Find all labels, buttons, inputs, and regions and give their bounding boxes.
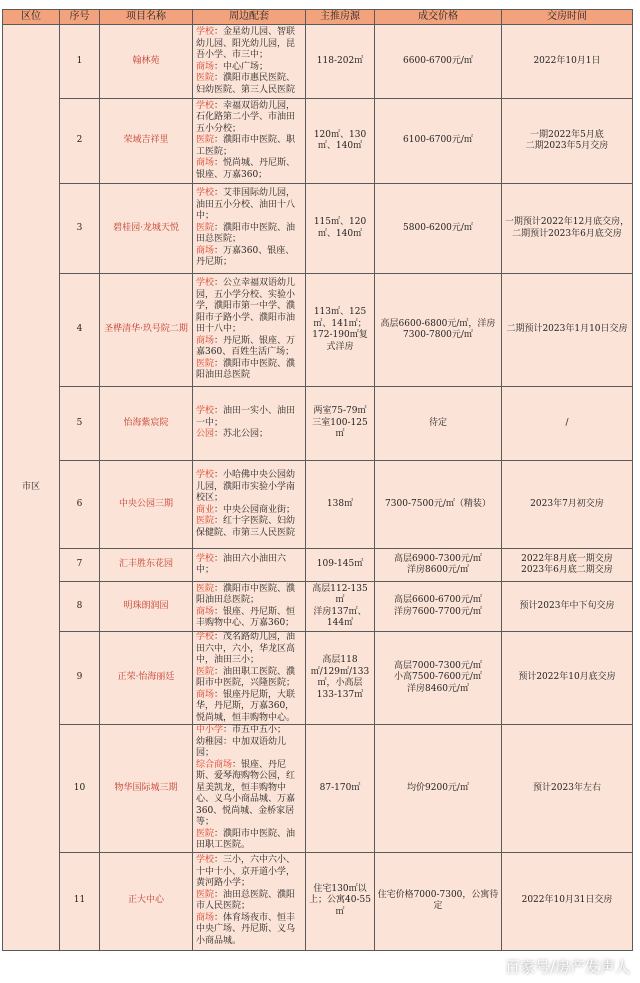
delivery-time: 一期预计2022年12月底交房，二期预计2023年6月底交房 (502, 184, 633, 274)
row-number: 11 (60, 852, 100, 950)
header-unit-size: 主推房源 (306, 10, 375, 25)
delivery-time: 二期预计2023年1月10日交房 (502, 274, 633, 387)
project-name: 荣域吉祥里 (100, 99, 193, 184)
amenity-list: 小哈佛中央公园幼儿园，濮阳市实验小学南校区； (196, 470, 296, 503)
header-delivery: 交房时间 (502, 10, 633, 25)
amenity-category: 医院 (196, 889, 215, 900)
amenity-category: 医院 (196, 516, 215, 526)
price: 7300-7500元/㎡（精装） (375, 461, 502, 549)
amenity-category: 商场 (196, 689, 215, 700)
amenity-list: 银座丹尼斯，大联华，丹尼斯，万嘉360，悦尚城，恒丰购物中心。 (196, 689, 296, 723)
table-row (3, 725, 633, 853)
amenity-list: 市五中五小； (232, 725, 287, 735)
amenities-cell: 学校：小哈佛中央公园幼儿园，濮阳市实验小学南校区； 商业：中央公园商业街； 医院：红十字医院、妇幼保健院、市第三人民医院 (193, 461, 306, 549)
table-row (3, 184, 633, 274)
amenity-category: 公园 (196, 429, 215, 440)
amenity-list: 油田职工医院、濮阳市中医院，兴隆医院； (196, 666, 296, 688)
project-name: 碧桂园·龙城天悦 (100, 184, 193, 274)
amenity-list: 幸福双语幼儿园，石化路第二小学、市油田五小分校； (196, 100, 296, 134)
header-project-name: 项目名称 (100, 10, 193, 25)
unit-size: 高层118㎡/129㎡/133㎡，小高层133-137㎡ (306, 632, 375, 725)
header-number: 序号 (60, 10, 100, 25)
amenity-list: 万嘉360、银座、丹尼斯； (196, 245, 295, 268)
amenity-category: 医院 (196, 135, 215, 146)
row-number: 9 (60, 632, 100, 725)
unit-size: 138㎡ (306, 461, 375, 549)
row-number: 4 (60, 274, 100, 387)
amenities-cell: 学校：茂名路幼儿园，油田六中，六小，华龙区高中，油田三小； 医院：油田职工医院、濮阳市中医院，兴隆医院； 商场：银座丹尼斯，大联华，丹尼斯，万嘉360，悦尚城，恒丰购物中心。 (193, 632, 306, 725)
amenity-category: 学校 (196, 855, 215, 865)
amenities-cell: 医院：濮阳市中医院、濮阳油田总医院； 商场：银座、丹尼斯、恒丰购物中心、万嘉360； (193, 582, 306, 632)
amenity-category: 商场 (196, 912, 215, 923)
header-price: 成交价格 (375, 10, 502, 25)
amenity-category: 学校 (196, 100, 215, 111)
district-cell: 市区 (3, 25, 60, 951)
delivery-time: 预计2022年10月底交房 (502, 632, 633, 725)
price: 5800-6200元/㎡ (375, 184, 502, 274)
amenities-cell: 中小学：市五中五小； 幼稚园：中加双语幼儿园； 综合商场：银座、丹尼斯、爱琴海购物公园，红星美凯龙，恒丰购物中心、义乌小商品城、万嘉360、悦尚城、金桥家居等； 医院：濮阳市中医院、油田职工医院。 (193, 725, 306, 853)
amenity-list: 幼稚园：中加双语幼儿园； (196, 736, 287, 758)
amenity-category: 学校 (196, 553, 215, 564)
amenity-category: 学校 (196, 27, 215, 37)
table-row (3, 582, 633, 632)
row-number: 1 (60, 25, 100, 99)
amenity-category: 学校 (196, 470, 215, 480)
delivery-time: 2022年10月31日交房 (502, 852, 633, 950)
project-name: 翰林苑 (100, 25, 193, 99)
delivery-time: / (502, 387, 633, 461)
table-header-row (3, 10, 633, 25)
amenity-list: 油田六小油田六中； (196, 553, 287, 575)
project-name: 正大中心 (100, 852, 193, 950)
amenity-list: 艾菲国际幼儿园，油田五小分校、油田十八中； (196, 188, 296, 222)
amenities-cell: 学校：幸福双语幼儿园，石化路第二小学、市油田五小分校； 医院：濮阳市中医院、职工医院； 商场：悦尚城、丹尼斯、银座、万嘉360； (193, 99, 306, 184)
amenity-list: 悦尚城、丹尼斯、银座、万嘉360； (196, 158, 296, 180)
table-row (3, 632, 633, 725)
amenity-list: 苏北公园； (223, 429, 269, 440)
unit-size: 113㎡、125㎡、141㎡；172-190㎡复式洋房 (306, 274, 375, 387)
row-number: 7 (60, 549, 100, 582)
row-number: 3 (60, 184, 100, 274)
amenities-cell: 学校：三小，六中六小、十中十小、京开道小学，黄河路小学； 医院：油田总医院、濮阳市人民医院； 商场：体育场夜市、恒丰中央广场、丹尼斯、义乌小商品城。 (193, 852, 306, 950)
project-name: 物华国际城三期 (100, 725, 193, 853)
unit-size: 两室75-79㎡ 三室100-125㎡ (306, 387, 375, 461)
amenity-list: 濮阳市中医院、濮阳油田总医院； (196, 583, 296, 605)
project-name: 明珠朗润园 (100, 582, 193, 632)
delivery-time: 预计2023年左右 (502, 725, 633, 853)
price: 高层7000-7300元/㎡ 小高7500-7600元/㎡ 洋房8460元/㎡ (375, 632, 502, 725)
project-table (2, 9, 633, 951)
price: 住宅价格7000-7300，公寓待定 (375, 852, 502, 950)
amenity-category: 医院 (196, 222, 215, 233)
delivery-time: 2023年7月初交房 (502, 461, 633, 549)
table-row (3, 387, 633, 461)
project-name: 汇丰胜东花园 (100, 549, 193, 582)
table-row (3, 461, 633, 549)
amenity-category: 医院 (196, 583, 215, 594)
amenity-category: 中小学 (196, 725, 224, 735)
price: 待定 (375, 387, 502, 461)
price: 6600-6700元/㎡ (375, 25, 502, 99)
amenity-category: 商场 (196, 158, 215, 169)
unit-size: 120㎡、130㎡、140㎡ (306, 99, 375, 184)
amenity-list: 濮阳市惠民医院、妇幼医院、第三人民医院 (196, 73, 296, 95)
amenity-category: 商场 (196, 606, 215, 617)
price: 均价9200元/㎡ (375, 725, 502, 853)
project-name: 中央公园三期 (100, 461, 193, 549)
amenity-list: 濮阳市中医院、濮阳油田总医院 (196, 358, 296, 381)
row-number: 6 (60, 461, 100, 549)
amenity-list: 丹尼斯、银座、万嘉360、百姓生活广场； (196, 335, 296, 358)
amenity-list: 银座、丹尼斯、爱琴海购物公园，红星美凯龙，恒丰购物中心、义乌小商品城、万嘉360、悦尚城、金桥家居等； (196, 759, 296, 827)
row-number: 5 (60, 387, 100, 461)
amenity-category: 医院 (196, 358, 215, 369)
unit-size: 115㎡、120㎡、140㎡ (306, 184, 375, 274)
project-name: 怡海紫宸院 (100, 387, 193, 461)
amenity-list: 濮阳市中医院、油田总医院； (196, 222, 296, 245)
amenity-list: 濮阳市中医院、油田职工医院。 (196, 828, 296, 850)
amenities-cell: 学校：金星幼儿园、智联幼儿园、阳光幼儿园，昆吾小学、市三中； 商场：中心广场； 医院：濮阳市惠民医院、妇幼医院、第三人民医院 (193, 25, 306, 99)
unit-size: 118-202㎡ (306, 25, 375, 99)
amenities-cell: 学校：公立幸福双语幼儿园，五小学分校、实验小学，濮阳市第一中学、濮阳市子路小学、濮阳市油田十八中； 商场：丹尼斯、银座、万嘉360、百姓生活广场； 医院：濮阳市中医院、濮阳油田总医院 (193, 274, 306, 387)
amenity-category: 综合商场 (196, 759, 233, 770)
price: 高层6600-6700元/㎡ 洋房7600-7700元/㎡ (375, 582, 502, 632)
amenities-cell: 学校：油田六小油田六中； (193, 549, 306, 582)
amenities-cell: 学校：油田一实小、油田一中； 公园：苏北公园； (193, 387, 306, 461)
amenity-category: 医院 (196, 73, 215, 83)
amenity-category: 商业 (196, 504, 215, 515)
amenity-list: 中心广场； (223, 61, 269, 72)
amenity-list: 体育场夜市、恒丰中央广场、丹尼斯、义乌小商品城。 (196, 912, 296, 946)
amenity-category: 商场 (196, 245, 215, 256)
amenity-list: 油田总医院、濮阳市人民医院； (196, 889, 296, 911)
project-name: 圣桦清华·玖号院二期 (100, 274, 193, 387)
table-row (3, 549, 633, 582)
amenity-category: 学校 (196, 632, 215, 642)
amenity-list: 油田一实小、油田一中； (196, 406, 296, 428)
unit-size: 住宅130㎡以上；公寓40-55㎡ (306, 852, 375, 950)
table-row (3, 99, 633, 184)
unit-size: 高层112-135㎡ 洋房137㎡、144㎡ (306, 582, 375, 632)
price: 高层6600-6800元/㎡，洋房7300-7800元/㎡ (375, 274, 502, 387)
price: 高层6900-7300元/㎡ 洋房8600元/㎡ (375, 549, 502, 582)
amenities-cell: 学校：艾菲国际幼儿园，油田五小分校、油田十八中； 医院：濮阳市中医院、油田总医院； 商场：万嘉360、银座、丹尼斯； (193, 184, 306, 274)
amenity-list: 三小，六中六小、十中十小、京开道小学，黄河路小学； (196, 855, 296, 888)
delivery-time: 预计2023年中下旬交房 (502, 582, 633, 632)
row-number: 8 (60, 582, 100, 632)
amenity-list: 中央公园商业街； (223, 504, 296, 515)
watermark: 百家号/房产发声人 (504, 958, 630, 976)
unit-size: 109-145㎡ (306, 549, 375, 582)
unit-size: 87-170㎡ (306, 725, 375, 853)
project-name: 正荣·怡海丽廷 (100, 632, 193, 725)
delivery-time: 一期2022年5月底 二期2023年5月交房 (502, 99, 633, 184)
amenity-list: 金星幼儿园、智联幼儿园、阳光幼儿园，昆吾小学、市三中； (196, 27, 296, 60)
amenity-list: 茂名路幼儿园，油田六中，六小，华龙区高中，油田三小； (196, 632, 296, 665)
amenity-list: 银座、丹尼斯、恒丰购物中心、万嘉360； (196, 606, 296, 628)
delivery-time: 2022年10月1日 (502, 25, 633, 99)
amenity-category: 商场 (196, 61, 215, 72)
header-district: 区位 (3, 10, 60, 25)
table-row (3, 274, 633, 387)
amenity-list: 红十字医院、妇幼保健院、市第三人民医院 (196, 516, 296, 538)
row-number: 10 (60, 725, 100, 853)
amenity-list: 公立幸福双语幼儿园，五小学分校、实验小学，濮阳市第一中学、濮阳市子路小学、濮阳市油田十八中； (196, 278, 296, 335)
amenity-category: 学校 (196, 188, 215, 199)
amenity-category: 学校 (196, 278, 215, 289)
row-number: 2 (60, 99, 100, 184)
amenity-category: 医院 (196, 666, 215, 677)
delivery-time: 2022年8月底一期交房 2023年6月底二期交房 (502, 549, 633, 582)
table-row (3, 852, 633, 950)
table-row (3, 25, 633, 99)
price: 6100-6700元/㎡ (375, 99, 502, 184)
amenity-category: 学校 (196, 406, 215, 417)
amenity-category: 医院 (196, 828, 215, 839)
amenity-list: 濮阳市中医院、职工医院； (196, 135, 296, 157)
amenity-category: 商场 (196, 335, 215, 346)
header-amenities: 周边配套 (193, 10, 306, 25)
